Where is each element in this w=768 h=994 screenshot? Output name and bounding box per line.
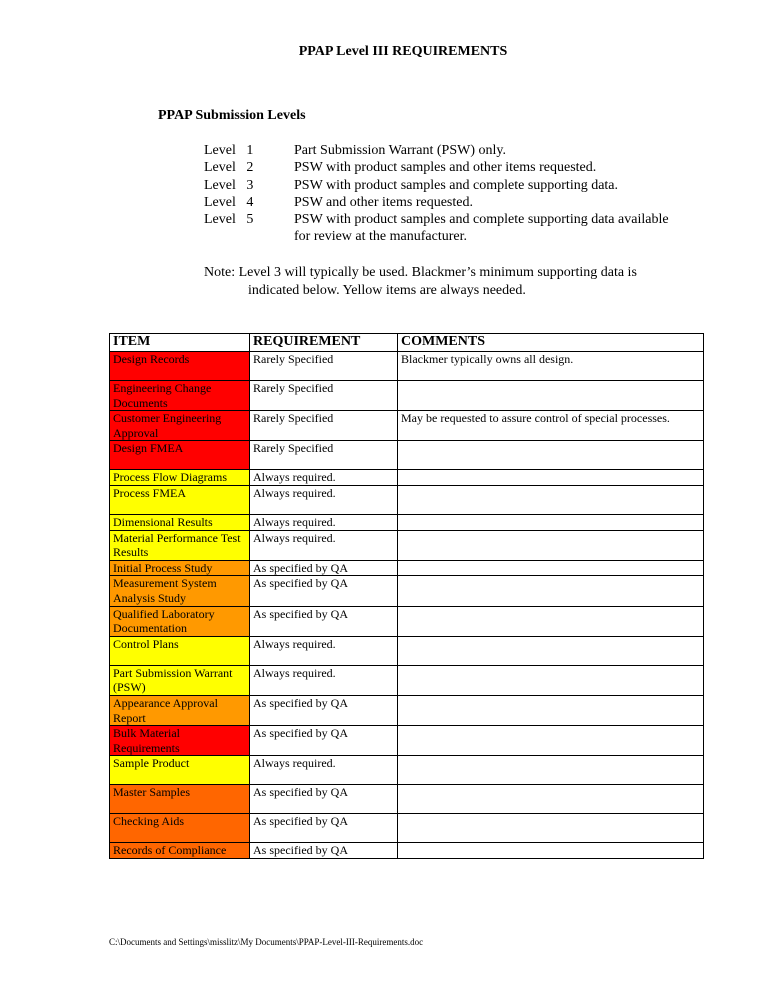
table-row <box>110 514 704 530</box>
requirement-cell: Rarely Specified <box>250 352 398 381</box>
header-comments: COMMENTS <box>398 334 704 352</box>
comment-cell <box>398 665 704 695</box>
table-row <box>110 636 704 665</box>
level-description: PSW with product samples and other items requested. <box>294 160 597 176</box>
level-label: Level 4 <box>204 194 254 210</box>
requirement-cell: Always required. <box>250 530 398 560</box>
table-row <box>110 814 704 843</box>
comment-cell <box>398 485 704 514</box>
item-cell: Measurement System Analysis Study <box>110 576 250 606</box>
requirements-table <box>109 333 704 859</box>
table-row <box>110 470 704 486</box>
comment-cell <box>398 470 704 486</box>
item-cell: Sample Product <box>110 756 250 785</box>
requirement-cell: As specified by QA <box>250 785 398 814</box>
level-label: Level 5 <box>204 212 254 228</box>
item-cell: Control Plans <box>110 636 250 665</box>
note-paragraph <box>204 264 694 299</box>
comment-cell <box>398 530 704 560</box>
table-row <box>110 411 704 441</box>
item-cell: Appearance Approval Report <box>110 695 250 725</box>
note-line-1: Note: Level 3 will typically be used. Blackmer’s minimum supporting data is <box>204 265 637 280</box>
level-label: Level 3 <box>204 177 254 193</box>
table-row <box>110 665 704 695</box>
item-cell: Process Flow Diagrams <box>110 470 250 486</box>
item-cell: Material Performance Test Results <box>110 530 250 560</box>
level-label: Level 2 <box>204 160 254 176</box>
table-row <box>110 576 704 606</box>
comment-cell <box>398 514 704 530</box>
comment-cell <box>398 726 704 756</box>
note-line-2: indicated below. Yellow items are always needed. <box>248 282 526 298</box>
item-cell: Dimensional Results <box>110 514 250 530</box>
level-description: PSW with product samples and complete supporting data. <box>294 177 619 193</box>
header-item: ITEM <box>110 334 250 352</box>
requirement-cell: Rarely Specified <box>250 381 398 411</box>
requirement-cell: As specified by QA <box>250 726 398 756</box>
comment-cell <box>398 785 704 814</box>
item-cell: Design Records <box>110 352 250 381</box>
item-cell: Design FMEA <box>110 441 250 470</box>
requirement-cell: As specified by QA <box>250 576 398 606</box>
table-row <box>110 606 704 636</box>
requirement-cell: As specified by QA <box>250 843 398 859</box>
requirement-cell: Rarely Specified <box>250 441 398 470</box>
table-row <box>110 843 704 859</box>
comment-cell: Blackmer typically owns all design. <box>398 352 704 381</box>
table-row <box>110 485 704 514</box>
level-row <box>204 142 674 159</box>
requirement-cell: Rarely Specified <box>250 411 398 441</box>
comment-cell <box>398 560 704 576</box>
comment-cell <box>398 695 704 725</box>
level-description: Part Submission Warrant (PSW) only. <box>294 143 506 158</box>
table-row <box>110 695 704 725</box>
table-row <box>110 560 704 576</box>
level-description: PSW and other items requested. <box>294 194 473 210</box>
requirement-cell: As specified by QA <box>250 606 398 636</box>
comment-cell <box>398 381 704 411</box>
item-cell: Records of Compliance <box>110 843 250 859</box>
item-cell: Part Submission Warrant (PSW) <box>110 665 250 695</box>
level-row <box>204 177 674 194</box>
item-cell: Master Samples <box>110 785 250 814</box>
table-row <box>110 530 704 560</box>
requirement-cell: As specified by QA <box>250 695 398 725</box>
item-cell: Checking Aids <box>110 814 250 843</box>
comment-cell <box>398 606 704 636</box>
comment-cell <box>398 756 704 785</box>
section-heading: PPAP Submission Levels <box>158 108 306 123</box>
requirement-cell: Always required. <box>250 665 398 695</box>
table-row <box>110 785 704 814</box>
table-row <box>110 441 704 470</box>
table-row <box>110 352 704 381</box>
level-row <box>204 159 674 176</box>
requirement-cell: Always required. <box>250 485 398 514</box>
item-cell: Initial Process Study <box>110 560 250 576</box>
requirement-cell: Always required. <box>250 636 398 665</box>
item-cell: Qualified Laboratory Documentation <box>110 606 250 636</box>
submission-levels-list <box>204 142 674 246</box>
document-title: PPAP Level III REQUIREMENTS <box>298 44 508 59</box>
level-row <box>204 211 674 246</box>
header-requirement: REQUIREMENT <box>250 334 398 352</box>
requirement-cell: As specified by QA <box>250 560 398 576</box>
table-header-row <box>110 334 704 352</box>
item-cell: Engineering Change Documents <box>110 381 250 411</box>
requirement-cell: Always required. <box>250 470 398 486</box>
requirement-cell: Always required. <box>250 756 398 785</box>
table-row <box>110 756 704 785</box>
comment-cell <box>398 636 704 665</box>
comment-cell: May be requested to assure control of special processes. <box>398 411 704 441</box>
comment-cell <box>398 814 704 843</box>
file-path-footer: C:\Documents and Settings\misslitz\My Documents\PPAP-Level-III-Requirements.doc <box>109 937 424 947</box>
level-label: Level 1 <box>204 143 254 158</box>
comment-cell <box>398 441 704 470</box>
comment-cell <box>398 843 704 859</box>
item-cell: Process FMEA <box>110 485 250 514</box>
requirement-cell: As specified by QA <box>250 814 398 843</box>
level-description: PSW with product samples and complete supporting data available for review at the manufacturer. <box>294 212 669 245</box>
item-cell: Bulk Material Requirements <box>110 726 250 756</box>
table-row <box>110 726 704 756</box>
item-cell: Customer Engineering Approval <box>110 411 250 441</box>
level-row <box>204 194 674 211</box>
comment-cell <box>398 576 704 606</box>
table-row <box>110 381 704 411</box>
requirement-cell: Always required. <box>250 514 398 530</box>
